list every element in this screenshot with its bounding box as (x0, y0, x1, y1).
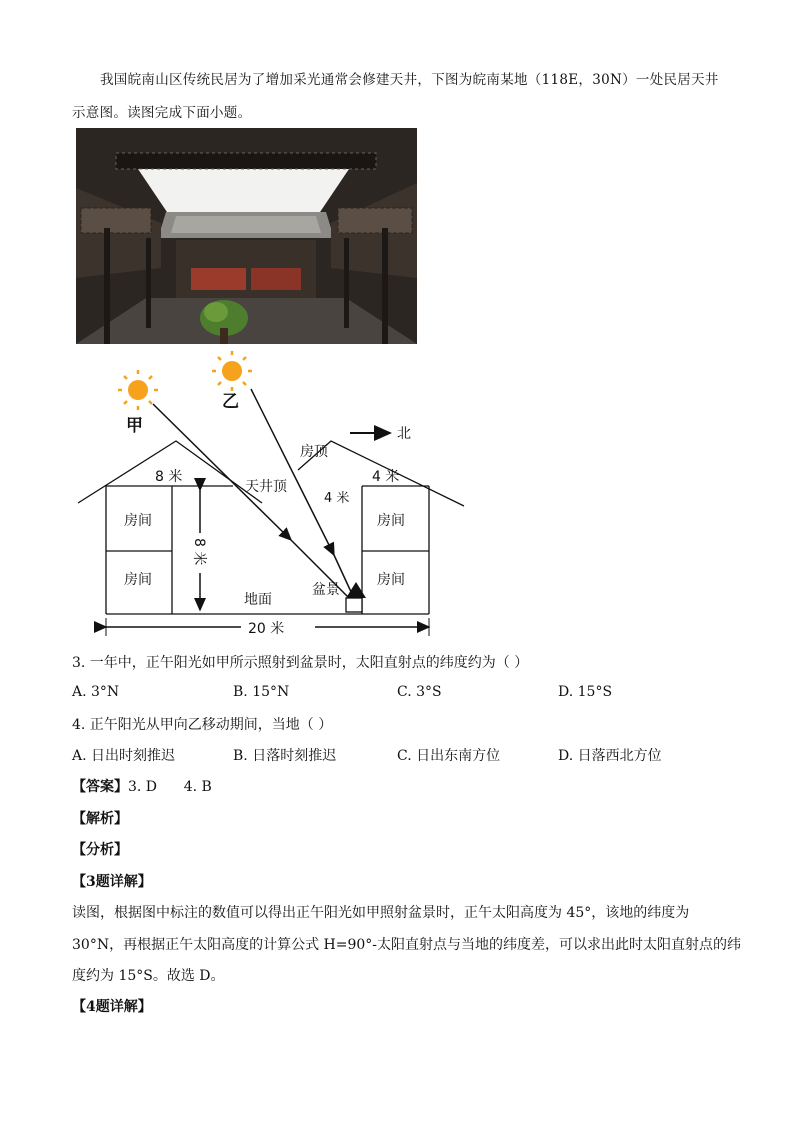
q4-stem: 4. 正午阳光从甲向乙移动期间，当地（ ） (72, 717, 333, 733)
ground-label: 地面 (244, 592, 272, 608)
room-label-1: 房间 (124, 513, 152, 529)
answer-text: 3. D 4. B (128, 779, 212, 795)
sun-jia-label: 甲 (126, 416, 143, 436)
total-width-label: 20 米 (248, 621, 285, 637)
q4-detail-label: 【4题详解】 (72, 999, 152, 1015)
answer-label: 【答案】 (72, 779, 128, 795)
skylight-diagram (70, 350, 490, 645)
q3-stem: 3. 一年中，正午阳光如甲所示照射到盆景时，太阳直射点的纬度约为（ ） (72, 655, 529, 671)
answer-line (72, 776, 212, 796)
analysis-label: 【解析】 (72, 811, 128, 827)
room-label-4: 房间 (377, 572, 405, 588)
q4-option-d[interactable]: D. 日落西北方位 (558, 748, 662, 764)
q3-option-d[interactable]: D. 15°S (558, 684, 613, 700)
intro-line-2: 示意图。读图完成下面小题。 (72, 105, 252, 121)
left-roof-width: 8 米 (155, 469, 183, 485)
q4-option-b[interactable]: B. 日落时刻推迟 (233, 748, 337, 764)
sun-jia-icon (118, 370, 158, 410)
north-label: 北 (397, 426, 411, 442)
q3-detail-line-2: 30°N，再根据正午太阳高度的计算公式 H=90°-太阳直射点与当地的纬度差，可以求出此时太阳直射点的纬 (72, 937, 741, 953)
skylight-label: 天井顶 (245, 479, 287, 495)
q3-option-b[interactable]: B. 15°N (233, 684, 290, 700)
q3-detail-label: 【3题详解】 (72, 874, 152, 890)
roof-label: 房顶 (300, 444, 328, 460)
courtyard-photo (76, 128, 417, 344)
room-label-2: 房间 (124, 572, 152, 588)
intro-line-1: 我国皖南山区传统民居为了增加采光通常会修建天井，下图为皖南某地（118E，30N）一处民居天井 (100, 72, 719, 88)
sun-yi-icon (212, 351, 252, 391)
q3-detail-line-3: 度约为 15°S。故选 D。 (72, 968, 225, 984)
q4-option-a[interactable]: A. 日出时刻推迟 (72, 748, 176, 764)
pot-label: 盆景 (312, 582, 340, 598)
fenxi-label: 【分析】 (72, 842, 128, 858)
q3-option-a[interactable]: A. 3°N (72, 684, 120, 700)
sun-yi-label: 乙 (222, 392, 239, 412)
right-roof-width: 4 米 (372, 469, 400, 485)
q3-detail-line-1: 读图，根据图中标注的数值可以得出正午阳光如甲照射盆景时，正午太阳高度为 45°，该地的纬度为 (72, 905, 690, 921)
q4-option-c[interactable]: C. 日出东南方位 (397, 748, 501, 764)
skylight-height: 4 米 (324, 491, 350, 506)
q3-option-c[interactable]: C. 3°S (397, 684, 442, 700)
left-height-label: 8 米 (191, 538, 207, 566)
room-label-3: 房间 (377, 513, 405, 529)
